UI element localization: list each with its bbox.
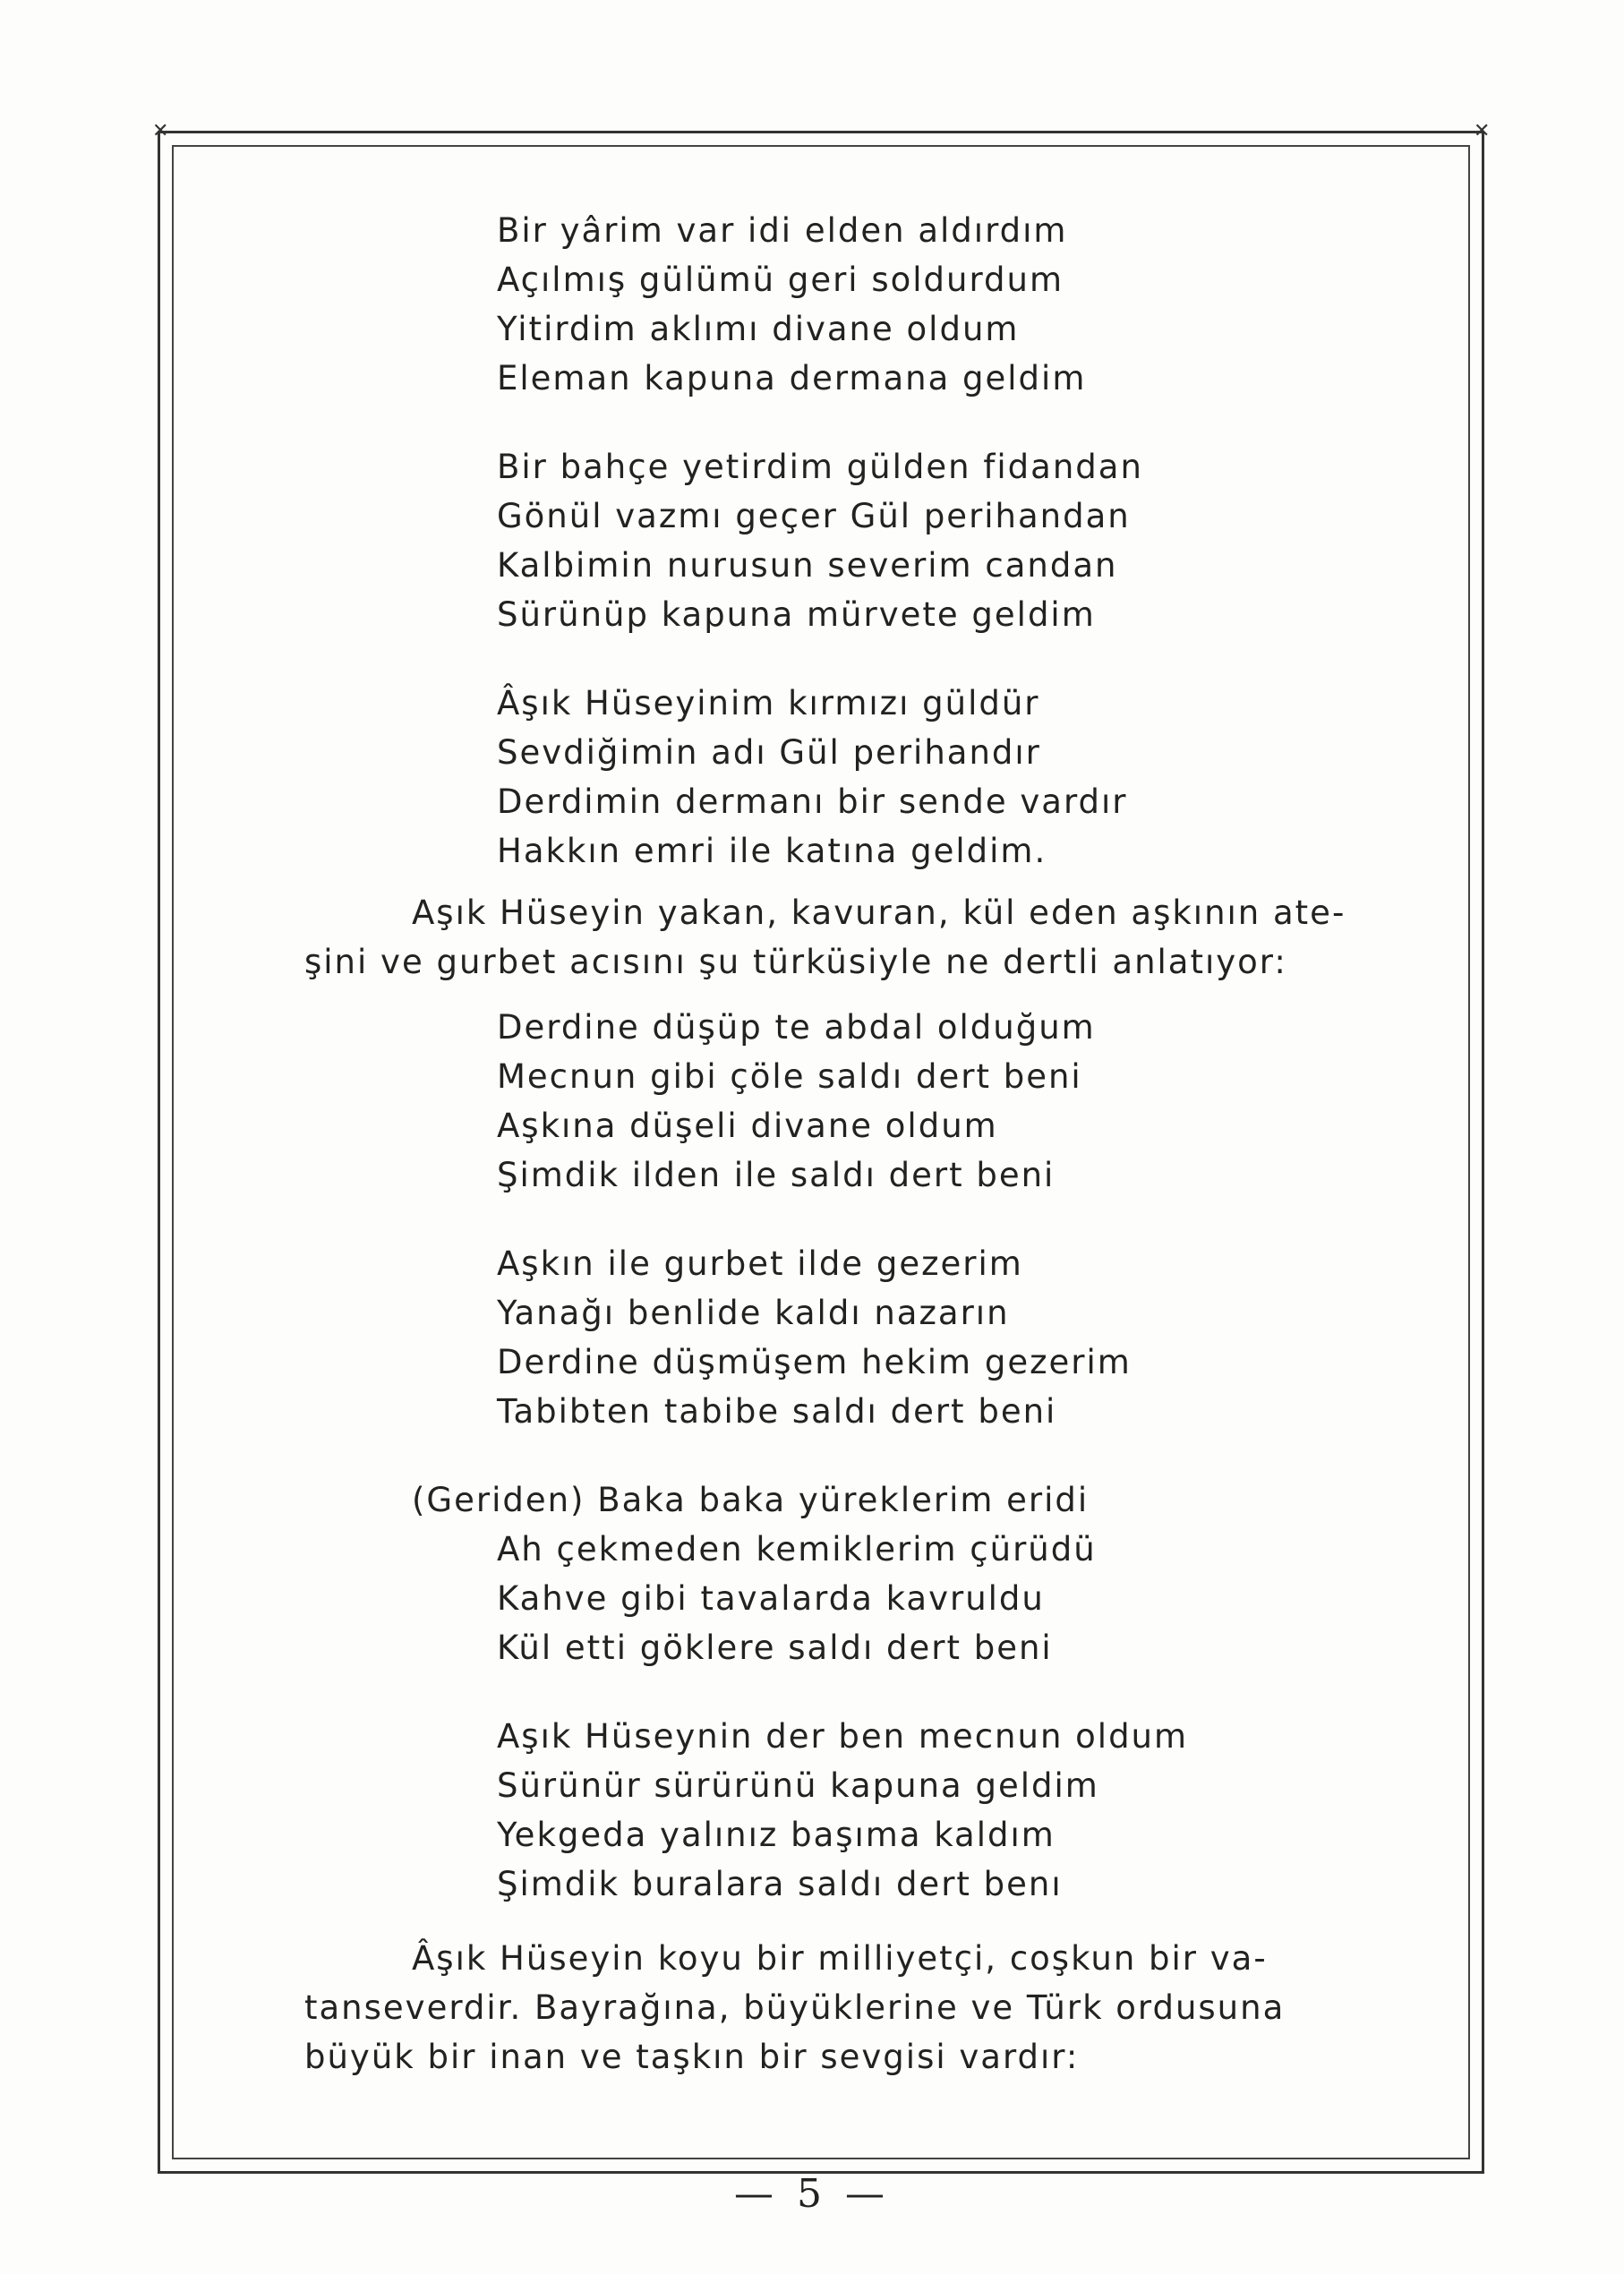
verse-line: Derdimin dermanı bir sende vardır: [497, 782, 1128, 821]
prose-line: şini ve gurbet acısını şu türküsiyle ne dertli anlatıyor:: [304, 943, 1287, 981]
verse-line: Ah çekmeden kemiklerim çürüdü: [497, 1530, 1097, 1569]
prose-paragraph: [304, 1934, 1361, 2082]
verse-line: Derdine düşmüşem hekim gezerim: [497, 1343, 1132, 1381]
verse-line: Aşkın ile gurbet ilde gezerim: [497, 1244, 1023, 1283]
prose-paragraph: [304, 888, 1361, 987]
text-body: [304, 206, 1361, 2098]
poem-stanza: [412, 1475, 1361, 1672]
verse-line: Yekgeda yalınız başıma kaldım: [497, 1816, 1056, 1854]
page-number: — 5 —: [734, 2171, 890, 2217]
poem-stanza: [497, 1712, 1361, 1909]
verse-line: Kahve gibi tavalarda kavruldu: [497, 1579, 1045, 1618]
verse-line: Aşkına düşeli divane oldum: [497, 1107, 998, 1145]
verse-line: Âşık Hüseyinim kırmızı güldür: [497, 684, 1040, 722]
poem-stanza: [497, 442, 1361, 639]
prose-line: büyük bir inan ve taşkın bir sevgisi vardır:: [304, 2038, 1080, 2076]
verse-line: Şimdik ilden ile saldı dert beni: [497, 1156, 1056, 1194]
verse-line: Aşık Hüseynin der ben mecnun oldum: [497, 1717, 1189, 1756]
verse-line: Gönül vazmı geçer Gül perihandan: [497, 497, 1131, 535]
verse-line: Hakkın emri ile katına geldim.: [497, 832, 1047, 870]
prose-line: Âşık Hüseyin koyu bir milliyetçi, coşkun bir va-: [412, 1939, 1268, 1978]
verse-line: Eleman kapuna dermana geldim: [497, 359, 1087, 398]
verse-line: Sürünür sürürünü kapuna geldim: [497, 1766, 1099, 1805]
prose-line: tanseverdir. Bayrağına, büyüklerine ve Türk ordusuna: [304, 1988, 1286, 2027]
verse-line: Bir yârim var idi elden aldırdım: [497, 211, 1068, 250]
corner-ornament-icon: ✕: [1474, 120, 1491, 142]
verse-line: Mecnun gibi çöle saldı dert beni: [497, 1057, 1082, 1096]
verse-line: Kalbimin nurusun severim candan: [497, 546, 1118, 585]
verse-line: Şimdik buralara saldı dert benı: [497, 1865, 1063, 1903]
poem-stanza: [497, 1239, 1361, 1436]
verse-line: Derdine düşüp te abdal olduğum: [497, 1008, 1096, 1047]
verse-line: Sevdiğimin adı Gül perihandır: [497, 733, 1041, 772]
corner-ornament-icon: ✕: [152, 120, 169, 142]
verse-line: Açılmış gülümü geri soldurdum: [497, 261, 1064, 299]
verse-line: Kül etti göklere saldı dert beni: [497, 1629, 1053, 1667]
verse-line: Sürünüp kapuna mürvete geldim: [497, 595, 1096, 634]
verse-line: Tabibten tabibe saldı dert beni: [497, 1392, 1057, 1431]
poem-stanza: [497, 679, 1361, 876]
verse-line: Bir bahçe yetirdim gülden fidandan: [497, 448, 1143, 486]
verse-line: Yanağı benlide kaldı nazarın: [497, 1294, 1010, 1332]
poem-stanza: [497, 206, 1361, 403]
prose-line: Aşık Hüseyin yakan, kavuran, kül eden aşkının ate-: [412, 893, 1346, 932]
poem-stanza: [497, 1003, 1361, 1200]
verse-line: (Geriden) Baka baka yüreklerim eridi: [412, 1481, 1090, 1519]
verse-line: Yitirdim aklımı divane oldum: [497, 310, 1020, 348]
